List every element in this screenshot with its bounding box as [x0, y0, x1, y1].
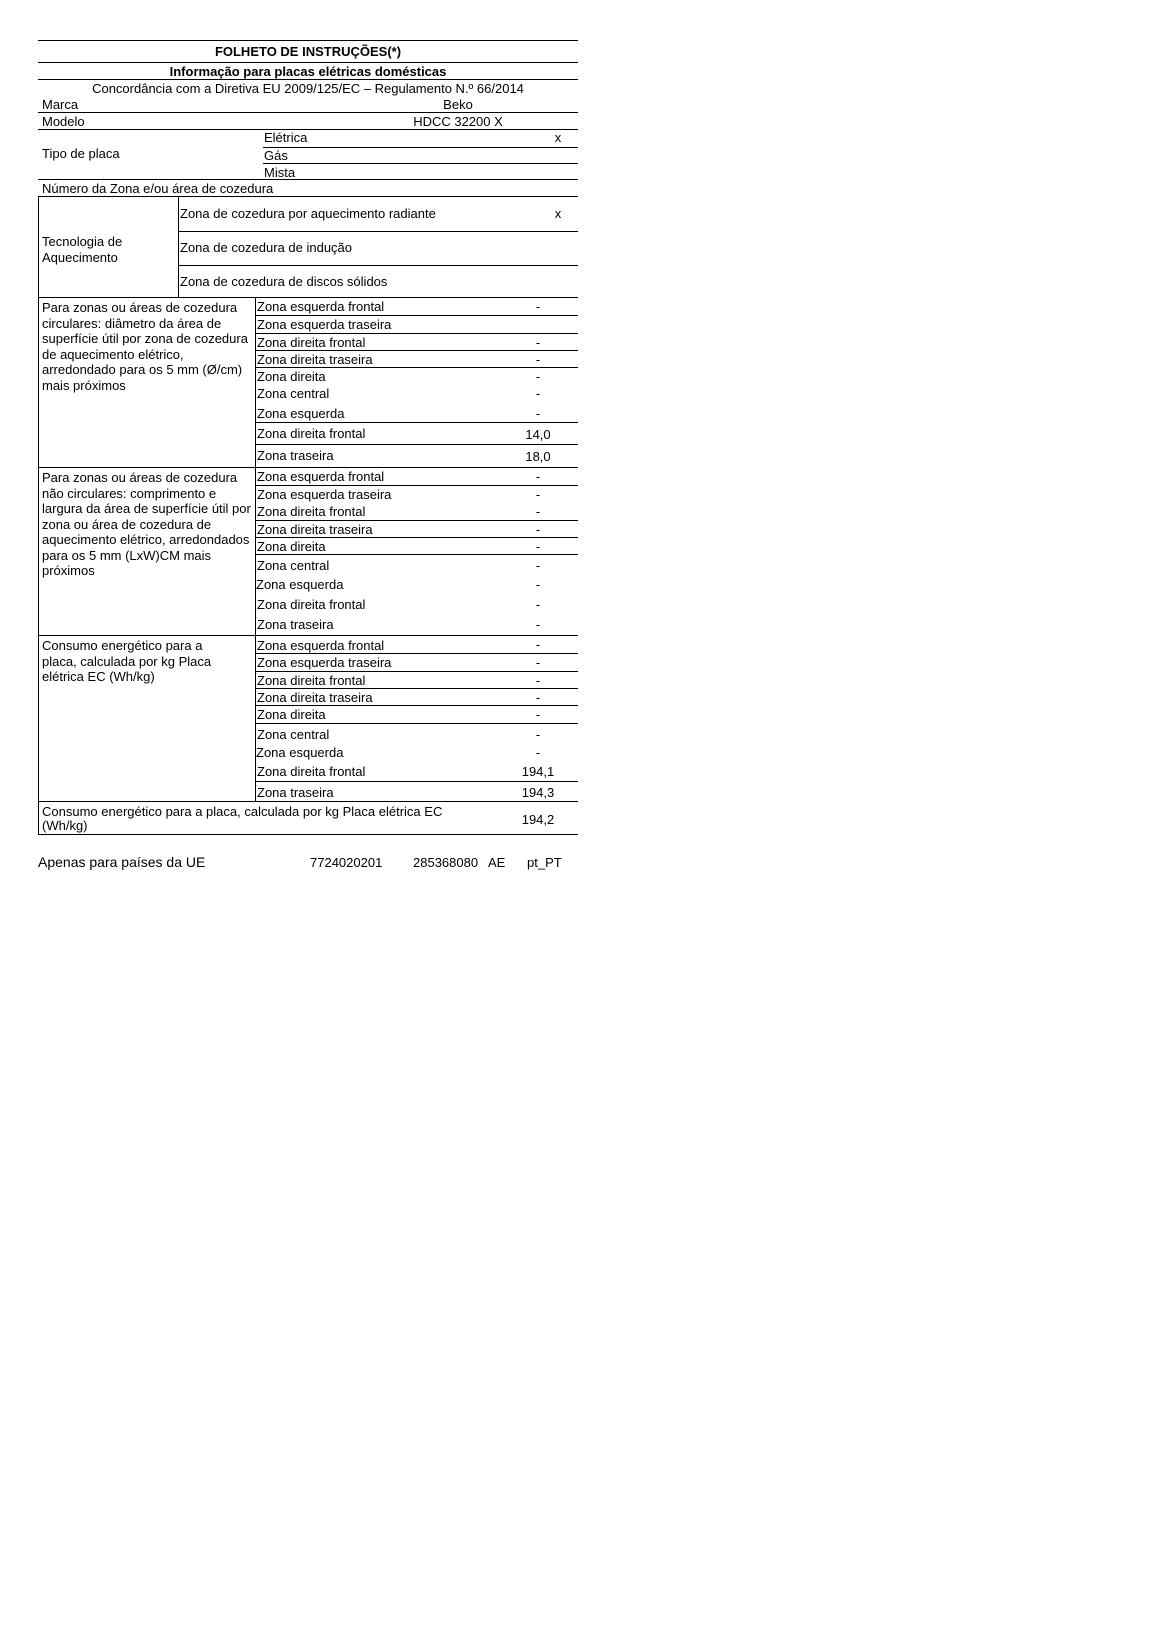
zone-label: Zona direita frontal	[257, 764, 366, 779]
circular-zones-section	[38, 297, 578, 467]
zone-value: -	[535, 539, 541, 554]
zone-value: -	[535, 597, 541, 612]
footer-code: 285368080	[413, 855, 479, 870]
zone-label: Zona direita	[257, 539, 326, 554]
zone-row	[255, 422, 578, 444]
zone-value: -	[535, 727, 541, 742]
zone-value: 18,0	[525, 449, 551, 464]
zone-value: -	[535, 369, 541, 384]
zone-value: -	[535, 335, 541, 350]
energy-total-label: Consumo energético para a placa, calculada por kg Placa elétrica EC (Wh/kg)	[42, 804, 443, 833]
zone-value: -	[535, 352, 541, 367]
zone-row	[255, 742, 578, 761]
zone-row	[255, 723, 578, 742]
zone-value: -	[535, 487, 541, 502]
zone-value: -	[535, 469, 541, 484]
hob-type-label: Tipo de placa	[42, 146, 120, 161]
zone-row	[255, 468, 578, 485]
zone-value: -	[535, 707, 541, 722]
zone-row	[255, 444, 578, 468]
zone-row	[255, 503, 578, 520]
hob-type-option-label: Elétrica	[264, 130, 308, 145]
heating-tech-option	[178, 231, 578, 265]
zone-value: -	[535, 617, 541, 632]
zone-row	[255, 537, 578, 554]
hob-type-option-value: x	[554, 130, 562, 145]
sheet-title: FOLHETO DE INSTRUÇÕES(*)	[214, 44, 402, 59]
heating-tech-option	[178, 197, 578, 231]
footer-code: AE	[488, 855, 506, 870]
zone-row	[255, 385, 578, 403]
zone-value: -	[535, 386, 541, 401]
brand-value: Beko	[443, 97, 473, 112]
zone-row	[255, 485, 578, 503]
zone-row	[255, 636, 578, 653]
zone-row	[255, 653, 578, 671]
sheet-subtitle: Informação para placas elétricas domésticas	[169, 64, 447, 79]
zone-label: Zona direita frontal	[257, 335, 366, 350]
zone-row	[255, 688, 578, 705]
heating-tech-option-label: Zona de cozedura por aquecimento radiante	[180, 206, 436, 221]
brand-row	[38, 96, 578, 112]
hob-type-row	[38, 129, 578, 179]
zone-value: -	[535, 299, 541, 314]
hob-type-option-label: Gás	[264, 148, 288, 163]
zone-row	[255, 554, 578, 574]
zone-label: Zona traseira	[257, 617, 334, 632]
zone-label: Zona direita frontal	[257, 426, 366, 441]
zone-label: Zona direita traseira	[257, 690, 373, 705]
energy-total-value: 194,2	[521, 812, 555, 827]
zone-label: Zona central	[257, 727, 330, 742]
heating-tech-option-label: Zona de cozedura de discos sólidos	[180, 274, 388, 289]
zone-label: Zona direita traseira	[257, 522, 373, 537]
zone-row	[255, 614, 578, 636]
zone-value: -	[535, 655, 541, 670]
circular-zones-list	[255, 298, 578, 468]
zone-label: Zona esquerda frontal	[257, 299, 385, 314]
zone-label: Zona esquerda	[256, 745, 344, 760]
zone-label: Zona esquerda traseira	[257, 655, 392, 670]
zone-label: Zona esquerda	[257, 406, 345, 421]
zone-value: -	[535, 577, 541, 592]
energy-zones-section	[38, 635, 578, 801]
zone-row	[255, 333, 578, 350]
zone-value: -	[535, 745, 541, 760]
zone-value: -	[535, 673, 541, 688]
zone-row	[255, 781, 578, 802]
zone-value: -	[535, 690, 541, 705]
zone-row	[255, 705, 578, 723]
footer-locale: pt_PT	[527, 855, 562, 870]
energy-zones-list	[255, 636, 578, 802]
zone-label: Zona esquerda frontal	[257, 469, 385, 484]
model-value: HDCC 32200 X	[413, 114, 503, 129]
energy-zones-label: Consumo energético para a placa, calculada por kg Placa elétrica EC (Wh/kg)	[42, 638, 212, 684]
zone-value: -	[535, 406, 541, 421]
zone-label: Zona direita	[257, 707, 326, 722]
zone-label: Zona direita frontal	[257, 597, 366, 612]
zone-row	[255, 671, 578, 688]
zone-label: Zona esquerda traseira	[257, 487, 392, 502]
energy-total-row	[38, 801, 578, 835]
hob-type-option	[263, 130, 578, 146]
zone-label: Zona esquerda	[256, 577, 344, 592]
zone-value: -	[535, 504, 541, 519]
heating-tech-label: Tecnologia de Aquecimento	[42, 234, 123, 265]
zone-number-label: Número da Zona e/ou área de cozedura	[42, 181, 274, 196]
directive-row	[38, 79, 578, 96]
circular-zones-label: Para zonas ou áreas de cozedura circulares: diâmetro da área de superfície útil por zona de cozedura de aquecimento elétrico, arredondado para os 5 mm (Ø/cm) mais próximos	[42, 300, 248, 393]
zone-row	[255, 350, 578, 367]
zone-label: Zona direita traseira	[257, 352, 373, 367]
zone-row	[255, 761, 578, 781]
zone-value: 14,0	[525, 427, 551, 442]
zone-label: Zona esquerda traseira	[257, 317, 392, 332]
model-row	[38, 112, 578, 129]
zone-number-row	[38, 179, 578, 196]
zone-row	[255, 403, 578, 422]
zone-label: Zona traseira	[257, 785, 334, 800]
hob-type-option	[263, 147, 578, 163]
brand-label: Marca	[42, 97, 79, 112]
subtitle-row	[38, 62, 578, 79]
zone-value: -	[535, 522, 541, 537]
instruction-sheet	[38, 40, 578, 870]
zone-row	[255, 298, 578, 315]
zone-row	[255, 574, 578, 594]
zone-label: Zona traseira	[257, 448, 334, 463]
zone-row	[255, 520, 578, 537]
noncircular-zones-list	[255, 468, 578, 636]
directive-text: Concordância com a Diretiva EU 2009/125/EC – Regulamento N.º 66/2014	[92, 81, 524, 96]
hob-type-option	[263, 163, 578, 180]
heating-tech-option-label: Zona de cozedura de indução	[180, 240, 353, 255]
footer	[38, 852, 578, 872]
zone-value: 194,1	[521, 764, 555, 779]
zone-value: 194,3	[521, 785, 555, 800]
zone-value: -	[535, 637, 541, 652]
zone-label: Zona central	[257, 386, 330, 401]
heating-tech-option-value: x	[554, 206, 562, 221]
heating-tech-option	[178, 265, 578, 298]
footer-note: Apenas para países da UE	[38, 854, 206, 870]
noncircular-zones-label: Para zonas ou áreas de cozedura não circulares: comprimento e largura da área de superfície útil por zona ou área de cozedura de aquecimento elétrico, arredondados para os 5 mm (LxW)CM mais próximos	[42, 470, 251, 578]
zone-value: -	[535, 558, 541, 573]
zone-label: Zona direita frontal	[257, 504, 366, 519]
zone-label: Zona direita frontal	[257, 673, 366, 688]
zone-label: Zona direita	[257, 369, 326, 384]
heating-tech-row	[38, 196, 578, 297]
model-label: Modelo	[42, 114, 85, 129]
zone-label: Zona central	[257, 558, 330, 573]
hob-type-option-label: Mista	[264, 165, 296, 180]
zone-label: Zona esquerda frontal	[257, 638, 385, 653]
zone-row	[255, 315, 578, 333]
title-row	[38, 40, 578, 62]
zone-row	[255, 594, 578, 614]
noncircular-zones-section	[38, 467, 578, 635]
footer-code: 7724020201	[310, 855, 383, 870]
zone-row	[255, 367, 578, 385]
